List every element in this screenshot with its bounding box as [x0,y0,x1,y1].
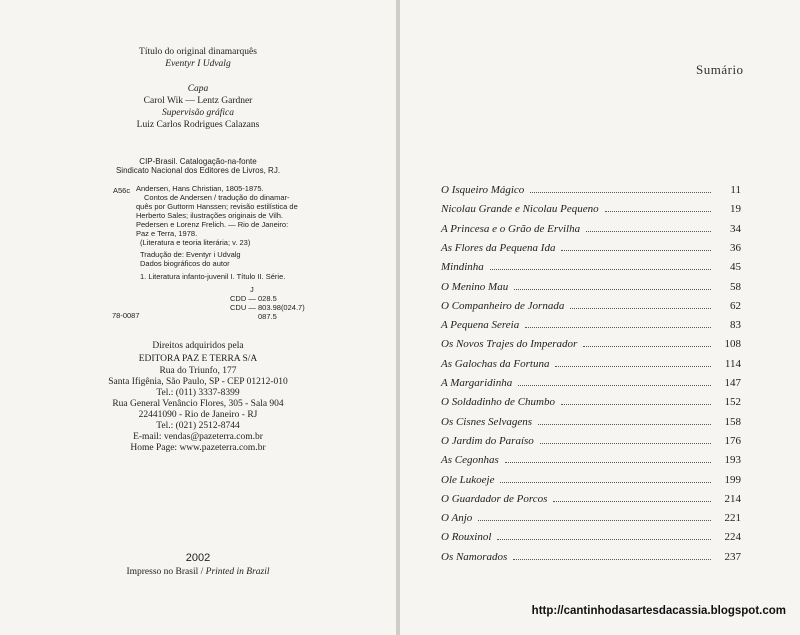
cip-subjects: 1. Literatura infanto-juvenil I. Título II. Série. [140,272,286,281]
toc-leader-dots [490,268,711,270]
toc-leader-dots [497,538,711,540]
toc-leader-dots [586,230,711,232]
toc-entry-page: 158 [724,415,741,428]
toc-leader-dots [525,326,711,328]
publisher-address: Santa Ifigênia, São Paulo, SP - CEP 01212-010 [108,377,288,387]
toc-leader-dots [540,442,711,444]
cip-translation: Tradução de: Eventyr i Udvalg [140,250,241,259]
toc-entry-title: As Cegonhas [441,454,499,467]
toc-entry-title: Os Novos Trajes do Imperador [441,338,578,351]
toc-entry [441,392,741,408]
toc-entry [441,296,741,312]
cip-line: Andersen, Hans Christian, 1805-1875. [136,184,264,193]
toc-entry-title: A Margaridinha [441,377,513,389]
toc-entry [441,180,741,196]
summary-title: Sumário [696,62,744,77]
cip-line: Herberto Sales; ilustrações originais de Vilh. [136,211,284,220]
rights-label: Direitos adquiridos pela [152,341,244,351]
supervision-label: Supervisão gráfica [161,108,235,118]
toc-entry-page: 108 [724,338,741,351]
cdd-value: 028.5 [258,294,277,303]
toc-entry [441,489,741,505]
toc-entry-title: O Anjo [441,512,473,525]
toc-entry-page: 58 [730,280,741,293]
cdu-label: CDU — [230,303,256,312]
toc-entry-title: O Companheiro de Jornada [441,299,565,312]
toc-leader-dots [570,307,711,309]
cip-heading-1: CIP-Brasil. Catalogação-na-fonte [139,157,257,166]
toc-entry-title: O Guardador de Porcos [441,492,548,505]
toc-entry [441,412,741,428]
supervisor: Luiz Carlos Rodrigues Calazans [136,120,260,130]
extra-value: 087.5 [258,312,277,321]
toc-entry [441,431,741,447]
toc-entry-page: 176 [724,434,741,447]
toc-leader-dots [513,558,711,560]
toc-leader-dots [530,191,711,193]
toc-leader-dots [538,423,711,425]
toc-entry-page: 224 [724,531,741,544]
toc-leader-dots [500,481,711,483]
toc-entry-title: Nicolau Grande e Nicolau Pequeno [441,203,599,216]
toc-entry-title: A Princesa e o Grão de Ervilha [441,222,581,235]
toc-entry-title: Ole Lukoeje [441,473,495,486]
toc-entry-title: O Jardim do Paraíso [441,434,534,447]
toc-leader-dots [518,384,711,386]
toc-entry [441,199,741,215]
toc-entry-page: 36 [730,241,741,254]
toc-entry-page: 19 [730,203,741,216]
publisher-email: E-mail: vendas@pazeterra.com.br [133,432,263,442]
toc-entry-page: 147 [724,377,741,389]
toc-entry-page: 114 [724,357,741,370]
printed-en: Printed in Brazil [205,567,270,577]
toc-entry-title: O Menino Mau [441,280,509,293]
source-url: http://cantinhodasartesdacassia.blogspot.com [531,605,786,617]
cip-code: A56c [113,186,131,195]
toc-entry [441,354,741,370]
toc-entry-page: 62 [730,299,741,312]
toc-leader-dots [478,519,711,521]
cip-bio: Dados biográficos do autor [140,259,230,268]
toc-entry [441,450,741,466]
toc-entry [441,508,741,524]
toc-entry [441,527,741,543]
toc-entry [441,334,741,350]
toc-entry-page: 11 [730,184,741,196]
toc-entry-title: Mindinha [441,261,484,274]
toc-leader-dots [553,500,711,502]
toc-leader-dots [583,345,711,347]
cip-line: Contos de Andersen / tradução do dinamar- [144,193,290,202]
publisher-name: EDITORA PAZ E TERRA S/A [138,354,258,364]
toc-leader-dots [514,288,711,290]
toc-entry [441,373,741,389]
publisher-address: 22441090 - Rio de Janeiro - RJ [138,410,258,420]
toc-entry-page: 193 [724,454,741,467]
cip-heading-2: Sindicato Nacional dos Editores de Livros, RJ. [115,166,281,175]
toc-entry-page: 152 [724,396,741,409]
cdd-label: CDD — [230,294,256,303]
toc-leader-dots [561,249,711,251]
publisher-homepage: Home Page: www.pazeterra.com.br [130,443,266,453]
publisher-phone: Tel.: (011) 3337-8399 [156,388,240,398]
toc-entry-page: 214 [724,492,741,505]
toc-entry-title: As Galochas da Fortuna [441,357,550,370]
toc-entry [441,547,741,563]
cip-line: Pedersen e Lorenz Frelich. — Rio de Janeiro: [136,220,289,229]
toc-entry-title: Os Cisnes Selvagens [441,415,533,428]
toc-entry [441,277,741,293]
cover-label: Capa [187,84,209,94]
toc-entry-page: 83 [730,319,741,332]
publisher-address: Rua do Triunfo, 177 [159,366,237,376]
toc-leader-dots [605,210,711,212]
toc-entry-title: A Pequena Sereia [441,319,520,332]
toc-entry-page: 34 [730,222,741,235]
toc-entry-page: 199 [724,473,741,486]
toc-leader-dots [505,461,711,463]
original-title: Eventyr I Udvalg [165,59,231,69]
publication-year: 2002 [185,552,211,564]
toc-entry-title: O Isqueiro Mágico [441,184,525,196]
publisher-address: Rua General Venâncio Flores, 305 - Sala 904 [112,399,284,409]
original-title-label: Título do original dinamarquês [139,47,257,57]
toc-entry [441,219,741,235]
cip-line: (Literatura e teoria literária; v. 23) [140,238,251,247]
toc-entry-title: Os Namorados [441,550,508,563]
toc-entry-page: 221 [724,512,741,525]
toc-entry-page: 237 [724,550,741,563]
publisher-phone: Tel.: (021) 2512-8744 [156,421,240,431]
cover-artists: Carol Wik — Lentz Gardner [143,96,253,106]
toc-entry-title: As Flores da Pequena Ida [441,241,556,254]
toc-entry [441,238,741,254]
toc-leader-dots [561,403,711,405]
ref-number: 78-0087 [112,311,140,320]
cdu-value: 803.98(024.7) [258,303,305,312]
cip-line: quês por Guttorm Hanssen; revisão estilística de [136,202,298,211]
toc-entry-title: O Rouxinol [441,531,492,544]
toc-entry [441,315,741,331]
printed-in-brazil [0,567,396,577]
toc-entry [441,470,741,486]
cip-line: Paz e Terra, 1978. [136,229,198,238]
printed-pt: Impresso no Brasil / [126,567,204,577]
toc-leader-dots [555,365,711,367]
toc-entry-title: O Soldadinho de Chumbo [441,396,555,409]
toc-entry-page: 45 [730,261,741,274]
toc-entry [441,257,741,273]
cip-letter: J [250,285,254,294]
